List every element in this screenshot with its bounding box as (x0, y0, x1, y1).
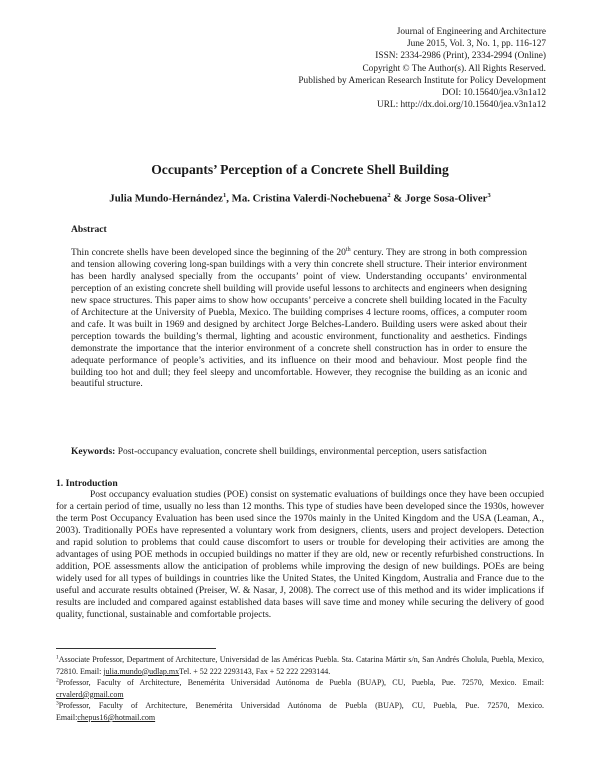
issn: ISSN: 2334-2986 (Print), 2334-2994 (Online) (375, 51, 546, 62)
footnote-2-text: Professor, Faculty of Architecture, Benemérita Universidad Autónoma de Puebla (BUAP), CU, Puebla, Pue. 72570, Mexico. Email: (58, 678, 544, 688)
footnotes (56, 654, 544, 724)
keywords (71, 447, 491, 459)
footnote-3-email-link[interactable]: chepus16@hotmail.com (77, 712, 156, 722)
footnote-1-email-link[interactable]: julia.mundo@udlap.mx (103, 666, 180, 676)
author-2: Ma. Cristina Valerdi-Nochebuena (231, 192, 388, 205)
publisher: Published by American Research Institute for Policy Development (298, 75, 546, 86)
footnote-2-email-link[interactable]: crvalerd@gmail.com (56, 689, 124, 699)
issue-info: June 2015, Vol. 3, No. 1, pp. 116-127 (406, 39, 546, 50)
author-3-mark: 3 (487, 192, 491, 199)
footnote-2-mark: 2 (56, 677, 59, 684)
section-heading: 1. Introduction (56, 478, 118, 489)
abstract-text (71, 248, 527, 391)
introduction-paragraph: Post occupancy evaluation studies (POE) consist on systematic evaluations of buildings once they have been occupied for a certain period of time, usually no less than 12 months. This type of studies have been developed since the 1930s, however the term Post Occupancy Evaluation has been used since the 1970s mainly in the United Kingdom and the USA (Leaman, A., 2003). Traditionally POEs have represented a voluntary work from designers, clients, users and project developers. Detection and rapid solution to problems that could cause discomfort to users or trouble for developing their activities are among the advantages of using POE methods in occupied buildings no matter if they are old, new or recently refurbished constructions. In addition, POE assessments allow the anticipation of problems while improving the design of new buildings. POEs are being widely used for all types of buildings in countries like the United States, the United Kingdom, Australia and France due to the useful and accurate results obtained (Preiser, W. & Nasar, J, 2008). The correct use of this method and its wider implications if results are included and compared against established data bases will save time and money while securing the delivery of good quality, functional, sustainable and comfortable projects. (56, 490, 544, 620)
author-2-mark: 2 (387, 192, 391, 199)
doi: DOI: 10.15640/jea.v3n1a12 (441, 88, 546, 99)
journal-header (126, 26, 546, 111)
ordinal-superscript: th (345, 246, 351, 253)
footnote-3-mark: 3 (56, 700, 59, 707)
footnote-1-text: Associate Professor, Department of Architecture, Universidad de las Américas Puebla. Sta. Catarina Mártir s/n, San Andrés Cholula, Puebla, Mexico, 72810. Email: (56, 655, 544, 676)
abstract-part-1: Thin concrete shells have been developed since the beginning of the 20 (71, 248, 346, 258)
author-list (50, 192, 550, 205)
keywords-label: Keywords: (71, 447, 116, 457)
author-separator: & (390, 192, 405, 205)
footnote-1 (56, 654, 544, 677)
paper-title: Occupants’ Perception of a Concrete Shell Building (151, 162, 449, 177)
footnote-2 (56, 677, 544, 700)
keywords-text: Post-occupancy evaluation, concrete shell buildings, environmental perception, users satisfaction (115, 447, 487, 457)
journal-name: Journal of Engineering and Architecture (396, 27, 546, 37)
abstract-part-2: century. They are strong in both compression and tension allowing covering long-span buildings with a very thin concrete shell structure. Their interior environment has been hardly analysed specially from the occupants’ point of view. Understanding occupants’ environmental perception of an existing concrete shell building will provide useful lessons to architects and engineers when designing new space structures. This paper aims to show how occupants’ perceive a concrete shell building located in the Faculty of Architecture at the University of Puebla, Mexico. The building comprises 4 lecture rooms, offices, a computer room and cafe. It was built in 1969 and designed by architect Jorge Belches-Landero. Building users were asked about their perception towards the building’s thermal, lighting and acoustic environment, functionality and aesthetics. Findings demonstrate the importance that the interior environment of a concrete shell construction has in order to ensure the adequate performance of people’s activities, and its influence on their mood and behaviour. Most people find the building too hot and dull; they feel sleepy and uncomfortable. However, they recognise the building as an iconic and beautiful structure. (71, 248, 527, 390)
footnote-divider (56, 648, 216, 649)
url: URL: http://dx.doi.org/10.15640/jea.v3n1a12 (377, 100, 546, 111)
copyright: Copyright © The Author(s). All Rights Reserved. (362, 63, 546, 74)
author-separator: , (226, 192, 232, 205)
footnote-1-mark: 1 (56, 654, 59, 661)
author-3: Jorge Sosa-Oliver (404, 192, 488, 205)
abstract-heading: Abstract (71, 224, 107, 235)
author-1-mark: 1 (222, 192, 227, 199)
footnote-3-text: Professor, Faculty of Architecture, Benemérita Universidad Autónoma de Puebla (BUAP), CU, Puebla, Pue. 72570, Mexico. Email: (56, 701, 544, 722)
footnote-3 (56, 700, 544, 723)
author-1: Julia Mundo-Hernández (109, 192, 223, 205)
footnote-1-tail: Tel. + 52 222 2293143, Fax + 52 222 2293144. (179, 666, 331, 676)
